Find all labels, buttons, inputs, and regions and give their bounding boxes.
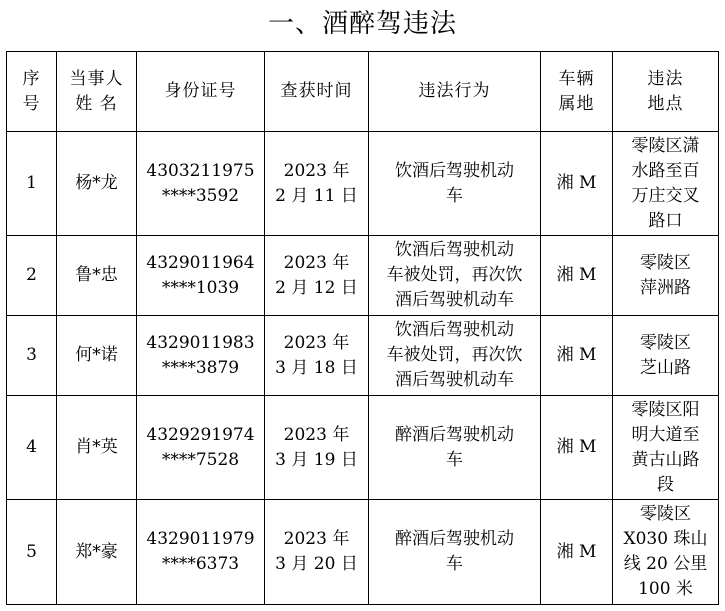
- cell-behavior: 饮酒后驾驶机动 车: [369, 132, 541, 236]
- cell-region: 湘 M: [541, 396, 613, 500]
- cell-name: 杨*龙: [57, 132, 137, 236]
- page-title: 一、酒醉驾违法: [267, 9, 457, 39]
- cell-location: 零陵区阳 明大道至 黄古山路 段: [613, 396, 719, 500]
- cell-behavior: 醉酒后驾驶机动 车: [369, 396, 541, 500]
- table-row: [7, 236, 719, 316]
- header-name: 当事人 姓 名: [57, 52, 137, 132]
- header-behavior: 违法行为: [369, 52, 541, 132]
- header-location: 违法 地点: [613, 52, 719, 132]
- table-row: [7, 500, 719, 605]
- cell-time: 2023 年 2 月 11 日: [265, 132, 369, 236]
- header-region: 车辆 属地: [541, 52, 613, 132]
- cell-location: 零陵区 芝山路: [613, 316, 719, 396]
- cell-seq: 5: [7, 500, 57, 605]
- table-row: [7, 132, 719, 236]
- cell-behavior: 饮酒后驾驶机动 车被处罚，再次饮 酒后驾驶机动车: [369, 236, 541, 316]
- table-row: [7, 396, 719, 500]
- cell-seq: 2: [7, 236, 57, 316]
- cell-region: 湘 M: [541, 500, 613, 605]
- cell-name: 鲁*忠: [57, 236, 137, 316]
- cell-region: 湘 M: [541, 236, 613, 316]
- cell-id: 4329011964 ****1039: [137, 236, 265, 316]
- cell-region: 湘 M: [541, 132, 613, 236]
- cell-location: 零陵区 X030 珠山 线 20 公里 100 米: [613, 500, 719, 605]
- header-id: 身份证号: [137, 52, 265, 132]
- cell-seq: 1: [7, 132, 57, 236]
- cell-id: 4329011983 ****3879: [137, 316, 265, 396]
- cell-name: 郑*豪: [57, 500, 137, 605]
- cell-id: 4329291974 ****7528: [137, 396, 265, 500]
- header-row: [7, 52, 719, 132]
- table-row: [7, 316, 719, 396]
- cell-name: 何*诺: [57, 316, 137, 396]
- cell-id: 4329011979 ****6373: [137, 500, 265, 605]
- cell-seq: 4: [7, 396, 57, 500]
- cell-time: 2023 年 3 月 18 日: [265, 316, 369, 396]
- cell-id: 4303211975 ****3592: [137, 132, 265, 236]
- cell-time: 2023 年 3 月 20 日: [265, 500, 369, 605]
- cell-behavior: 醉酒后驾驶机动 车: [369, 500, 541, 605]
- header-time: 查获时间: [265, 52, 369, 132]
- cell-seq: 3: [7, 316, 57, 396]
- header-seq: 序 号: [7, 52, 57, 132]
- cell-time: 2023 年 2 月 12 日: [265, 236, 369, 316]
- cell-name: 肖*英: [57, 396, 137, 500]
- cell-region: 湘 M: [541, 316, 613, 396]
- cell-location: 零陵区 萍洲路: [613, 236, 719, 316]
- cell-time: 2023 年 3 月 19 日: [265, 396, 369, 500]
- cell-behavior: 饮酒后驾驶机动 车被处罚，再次饮 酒后驾驶机动车: [369, 316, 541, 396]
- violations-table: [6, 51, 719, 605]
- cell-location: 零陵区潇 水路至百 万庄交叉 路口: [613, 132, 719, 236]
